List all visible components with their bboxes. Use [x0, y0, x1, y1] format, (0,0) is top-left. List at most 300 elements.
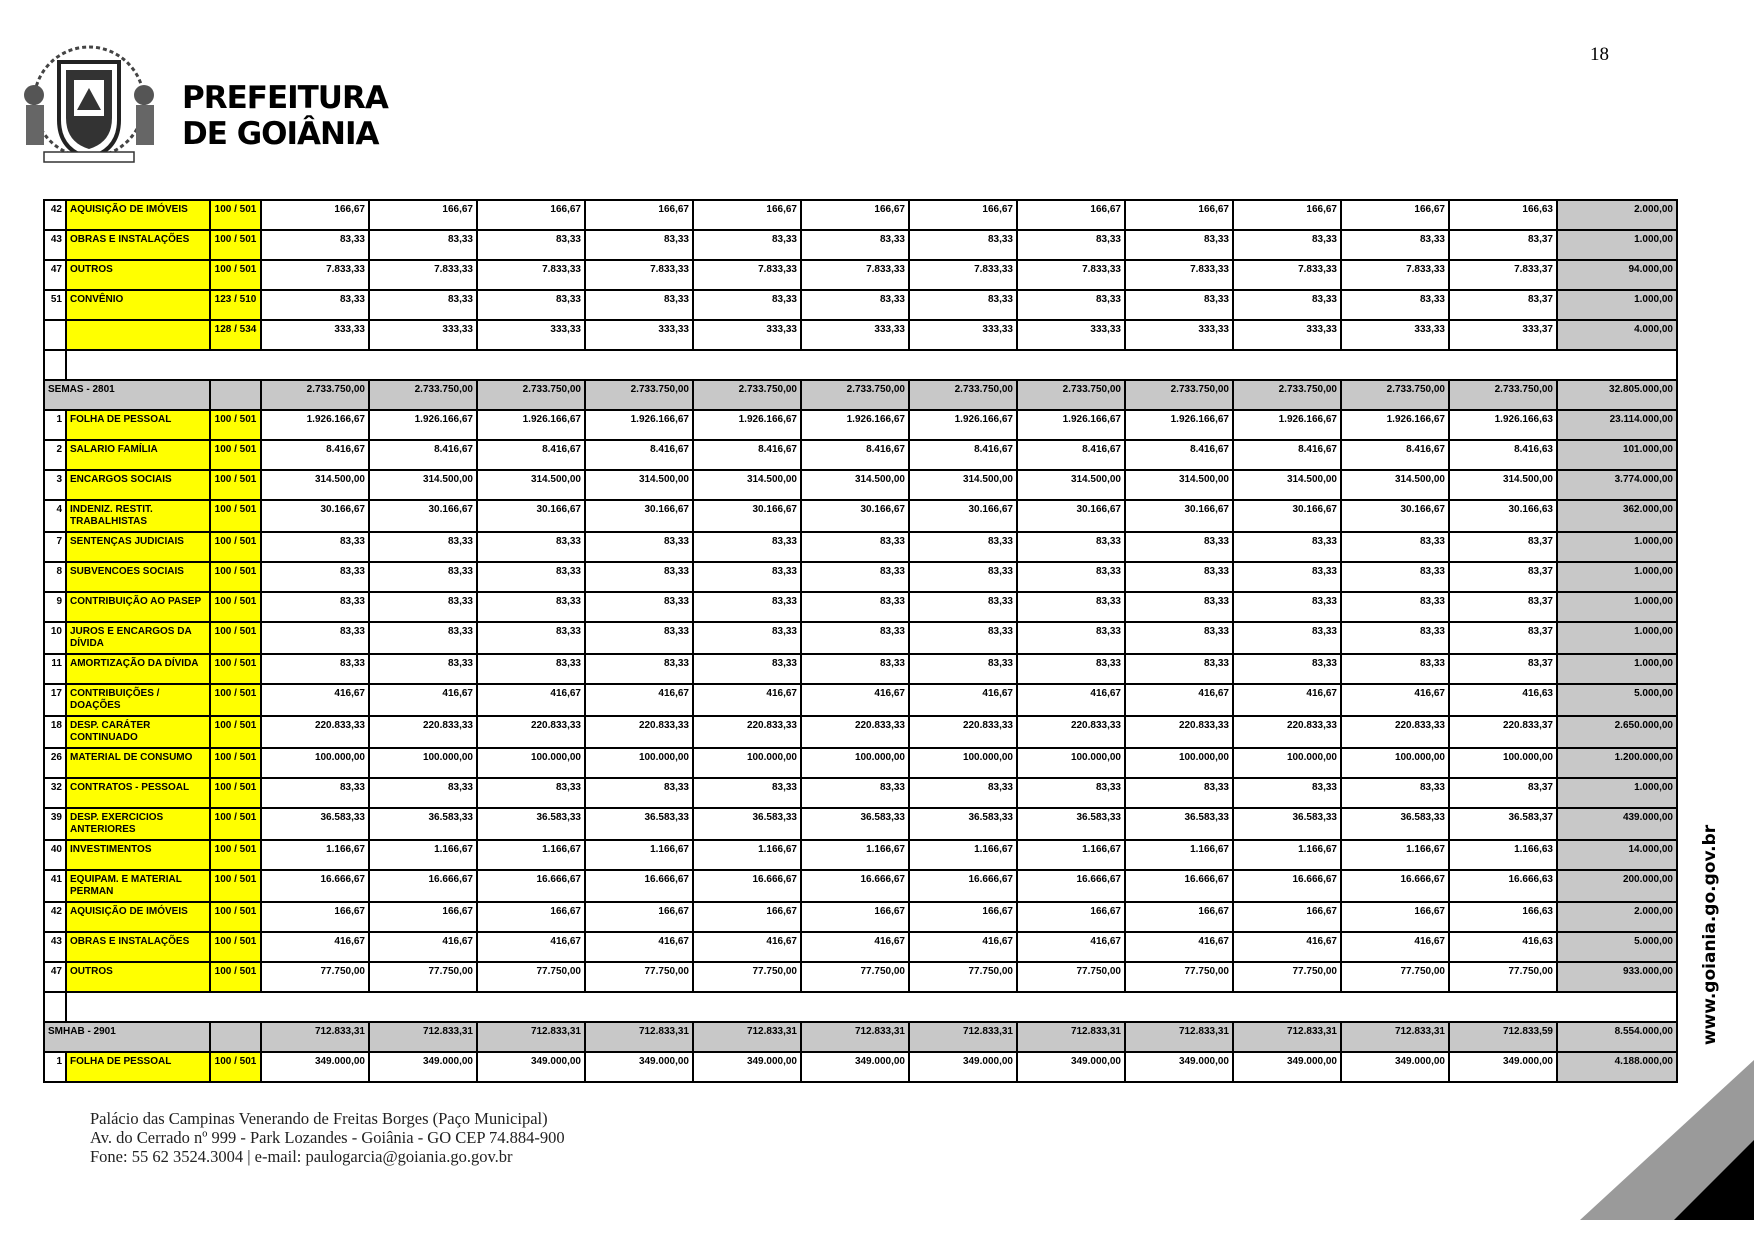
month-value: 166,67	[1233, 200, 1341, 230]
month-value: 8.416,67	[693, 440, 801, 470]
item-number: 32	[44, 778, 66, 808]
item-source: 100 / 501	[210, 840, 261, 870]
month-value: 83,33	[369, 290, 477, 320]
month-value: 30.166,67	[477, 500, 585, 532]
month-value: 333,33	[261, 320, 369, 350]
section-month-value: 2.733.750,00	[693, 380, 801, 410]
item-total: 4.188.000,00	[1557, 1052, 1677, 1082]
month-value: 8.416,67	[369, 440, 477, 470]
month-value: 83,33	[477, 654, 585, 684]
item-total: 5.000,00	[1557, 684, 1677, 716]
month-value: 1.926.166,67	[909, 410, 1017, 440]
month-value: 1.166,67	[477, 840, 585, 870]
month-value: 166,67	[369, 902, 477, 932]
month-value: 314.500,00	[1017, 470, 1125, 500]
month-value: 7.833,33	[1341, 260, 1449, 290]
month-value: 416,67	[1125, 932, 1233, 962]
section-month-value: 2.733.750,00	[585, 380, 693, 410]
month-value: 83,33	[1017, 592, 1125, 622]
month-value: 1.166,67	[1017, 840, 1125, 870]
section-total-row	[44, 380, 1677, 410]
table-row	[44, 440, 1677, 470]
month-value: 333,33	[369, 320, 477, 350]
month-value: 349.000,00	[1125, 1052, 1233, 1082]
month-value: 83,33	[369, 622, 477, 654]
month-value: 83,33	[1125, 622, 1233, 654]
month-value: 220.833,33	[801, 716, 909, 748]
item-description: FOLHA DE PESSOAL	[66, 410, 210, 440]
section-month-value: 2.733.750,00	[369, 380, 477, 410]
table-row	[44, 748, 1677, 778]
table-row	[44, 870, 1677, 902]
item-total: 1.000,00	[1557, 562, 1677, 592]
month-value: 416,63	[1449, 932, 1557, 962]
month-value: 16.666,67	[693, 870, 801, 902]
month-value: 220.833,33	[1233, 716, 1341, 748]
month-value: 166,67	[693, 200, 801, 230]
item-total: 933.000,00	[1557, 962, 1677, 992]
month-value: 83,33	[1017, 532, 1125, 562]
table-row	[44, 902, 1677, 932]
month-value: 77.750,00	[585, 962, 693, 992]
month-value: 83,33	[1233, 778, 1341, 808]
item-source: 100 / 501	[210, 470, 261, 500]
month-value: 349.000,00	[1341, 1052, 1449, 1082]
item-description: CONTRIBUIÇÕES / DOAÇÕES	[66, 684, 210, 716]
month-value: 220.833,33	[261, 716, 369, 748]
item-source: 128 / 534	[210, 320, 261, 350]
month-value: 416,67	[693, 684, 801, 716]
month-value: 36.583,33	[1125, 808, 1233, 840]
month-value: 83,33	[1233, 622, 1341, 654]
item-description	[66, 320, 210, 350]
month-value: 333,33	[801, 320, 909, 350]
month-value: 100.000,00	[477, 748, 585, 778]
month-value: 349.000,00	[369, 1052, 477, 1082]
item-total: 5.000,00	[1557, 932, 1677, 962]
month-value: 83,33	[1233, 230, 1341, 260]
month-value: 30.166,67	[261, 500, 369, 532]
month-value: 1.926.166,67	[693, 410, 801, 440]
month-value: 100.000,00	[585, 748, 693, 778]
spacer-cell	[66, 350, 1677, 380]
month-value: 7.833,33	[693, 260, 801, 290]
section-month-value: 712.833,31	[1017, 1022, 1125, 1052]
item-description: SENTENÇAS JUDICIAIS	[66, 532, 210, 562]
month-value: 7.833,33	[801, 260, 909, 290]
section-total: 8.554.000,00	[1557, 1022, 1677, 1052]
month-value: 314.500,00	[585, 470, 693, 500]
section-month-value: 2.733.750,00	[909, 380, 1017, 410]
month-value: 30.166,67	[1233, 500, 1341, 532]
item-number	[44, 320, 66, 350]
table-row	[44, 684, 1677, 716]
month-value: 83,33	[1125, 532, 1233, 562]
month-value: 1.166,67	[1233, 840, 1341, 870]
item-total: 200.000,00	[1557, 870, 1677, 902]
month-value: 83,33	[585, 290, 693, 320]
item-total: 94.000,00	[1557, 260, 1677, 290]
section-name: SEMAS - 2801	[44, 380, 210, 410]
month-value: 8.416,67	[1125, 440, 1233, 470]
month-value: 83,33	[909, 290, 1017, 320]
month-value: 83,33	[585, 230, 693, 260]
item-number: 4	[44, 500, 66, 532]
month-value: 100.000,00	[261, 748, 369, 778]
section-source	[210, 380, 261, 410]
month-value: 30.166,67	[801, 500, 909, 532]
org-name	[182, 80, 388, 152]
month-value: 8.416,67	[909, 440, 1017, 470]
table-row	[44, 1052, 1677, 1082]
item-total: 1.200.000,00	[1557, 748, 1677, 778]
month-value: 83,33	[1017, 230, 1125, 260]
month-value: 36.583,33	[369, 808, 477, 840]
spacer-row	[44, 350, 1677, 380]
section-month-value: 2.733.750,00	[1125, 380, 1233, 410]
month-value: 83,33	[369, 592, 477, 622]
month-value: 349.000,00	[1449, 1052, 1557, 1082]
month-value: 220.833,33	[1125, 716, 1233, 748]
month-value: 83,33	[1341, 592, 1449, 622]
month-value: 16.666,67	[477, 870, 585, 902]
month-value: 83,33	[801, 230, 909, 260]
item-source: 100 / 501	[210, 748, 261, 778]
site-url	[1690, 824, 1730, 1046]
month-value: 1.926.166,67	[261, 410, 369, 440]
month-value: 83,33	[801, 562, 909, 592]
month-value: 36.583,33	[585, 808, 693, 840]
item-number: 3	[44, 470, 66, 500]
month-value: 83,33	[1341, 230, 1449, 260]
month-value: 314.500,00	[909, 470, 1017, 500]
month-value: 77.750,00	[477, 962, 585, 992]
corner-decoration	[1580, 1060, 1754, 1220]
month-value: 16.666,63	[1449, 870, 1557, 902]
table-row	[44, 532, 1677, 562]
month-value: 83,33	[1125, 230, 1233, 260]
item-description: CONTRATOS - PESSOAL	[66, 778, 210, 808]
month-value: 83,37	[1449, 592, 1557, 622]
month-value: 83,33	[801, 290, 909, 320]
month-value: 220.833,33	[477, 716, 585, 748]
month-value: 7.833,33	[1233, 260, 1341, 290]
month-value: 166,67	[1125, 902, 1233, 932]
month-value: 416,67	[369, 932, 477, 962]
month-value: 83,33	[585, 622, 693, 654]
item-source: 100 / 501	[210, 592, 261, 622]
item-source: 100 / 501	[210, 902, 261, 932]
month-value: 83,33	[369, 778, 477, 808]
month-value: 100.000,00	[1449, 748, 1557, 778]
month-value: 8.416,67	[477, 440, 585, 470]
month-value: 166,67	[585, 200, 693, 230]
month-value: 416,63	[1449, 684, 1557, 716]
item-number: 7	[44, 532, 66, 562]
month-value: 83,37	[1449, 290, 1557, 320]
table-row	[44, 716, 1677, 748]
month-value: 1.926.166,67	[585, 410, 693, 440]
month-value: 83,33	[693, 532, 801, 562]
month-value: 83,33	[1125, 654, 1233, 684]
month-value: 166,67	[585, 902, 693, 932]
org-name-line1: PREFEITURA	[182, 80, 388, 116]
month-value: 77.750,00	[1125, 962, 1233, 992]
month-value: 83,33	[261, 532, 369, 562]
month-value: 7.833,33	[1125, 260, 1233, 290]
month-value: 349.000,00	[909, 1052, 1017, 1082]
month-value: 416,67	[801, 684, 909, 716]
footer-line-1: Palácio das Campinas Venerando de Freitas Borges (Paço Municipal)	[90, 1109, 548, 1128]
item-total: 1.000,00	[1557, 622, 1677, 654]
budget-table	[43, 199, 1678, 1083]
month-value: 83,33	[477, 622, 585, 654]
month-value: 314.500,00	[477, 470, 585, 500]
item-source: 100 / 501	[210, 870, 261, 902]
month-value: 83,33	[909, 562, 1017, 592]
table-row	[44, 500, 1677, 532]
month-value: 83,33	[909, 592, 1017, 622]
month-value: 83,33	[261, 622, 369, 654]
item-number: 10	[44, 622, 66, 654]
month-value: 416,67	[1341, 932, 1449, 962]
city-coat-of-arms-logo	[14, 40, 164, 170]
month-value: 83,33	[1341, 532, 1449, 562]
month-value: 1.926.166,67	[1125, 410, 1233, 440]
month-value: 16.666,67	[1017, 870, 1125, 902]
month-value: 16.666,67	[1341, 870, 1449, 902]
month-value: 83,33	[693, 592, 801, 622]
month-value: 220.833,33	[369, 716, 477, 748]
month-value: 36.583,33	[801, 808, 909, 840]
month-value: 83,33	[585, 562, 693, 592]
month-value: 83,33	[909, 622, 1017, 654]
month-value: 220.833,33	[1017, 716, 1125, 748]
section-month-value: 2.733.750,00	[261, 380, 369, 410]
spacer-cell-left	[44, 992, 66, 1022]
month-value: 314.500,00	[261, 470, 369, 500]
table-row	[44, 320, 1677, 350]
month-value: 83,33	[261, 778, 369, 808]
month-value: 166,67	[261, 200, 369, 230]
month-value: 1.926.166,67	[477, 410, 585, 440]
footer	[90, 1109, 565, 1166]
item-description: OUTROS	[66, 260, 210, 290]
section-month-value: 712.833,31	[801, 1022, 909, 1052]
month-value: 83,33	[1341, 654, 1449, 684]
section-month-value: 712.833,31	[369, 1022, 477, 1052]
month-value: 16.666,67	[1233, 870, 1341, 902]
month-value: 77.750,00	[1233, 962, 1341, 992]
month-value: 166,67	[1341, 902, 1449, 932]
month-value: 83,33	[1233, 592, 1341, 622]
month-value: 77.750,00	[261, 962, 369, 992]
item-source: 100 / 501	[210, 716, 261, 748]
item-description: AQUISIÇÃO DE IMÓVEIS	[66, 902, 210, 932]
item-description: AQUISIÇÃO DE IMÓVEIS	[66, 200, 210, 230]
month-value: 349.000,00	[261, 1052, 369, 1082]
section-month-value: 712.833,31	[1341, 1022, 1449, 1052]
month-value: 77.750,00	[693, 962, 801, 992]
item-number: 43	[44, 230, 66, 260]
item-total: 1.000,00	[1557, 654, 1677, 684]
month-value: 36.583,33	[693, 808, 801, 840]
item-description: DESP. EXERCICIOS ANTERIORES	[66, 808, 210, 840]
item-number: 1	[44, 410, 66, 440]
month-value: 83,33	[1233, 654, 1341, 684]
month-value: 30.166,67	[369, 500, 477, 532]
item-description: INDENIZ. RESTIT. TRABALHISTAS	[66, 500, 210, 532]
item-source: 100 / 501	[210, 500, 261, 532]
month-value: 166,67	[801, 902, 909, 932]
item-number: 51	[44, 290, 66, 320]
month-value: 83,33	[1125, 778, 1233, 808]
month-value: 100.000,00	[1017, 748, 1125, 778]
item-description: SALARIO FAMÍLIA	[66, 440, 210, 470]
item-source: 123 / 510	[210, 290, 261, 320]
table-row	[44, 778, 1677, 808]
month-value: 1.166,67	[801, 840, 909, 870]
month-value: 1.166,67	[585, 840, 693, 870]
month-value: 83,33	[261, 562, 369, 592]
month-value: 166,67	[477, 200, 585, 230]
month-value: 83,33	[801, 532, 909, 562]
month-value: 8.416,67	[1017, 440, 1125, 470]
month-value: 83,33	[585, 778, 693, 808]
month-value: 314.500,00	[369, 470, 477, 500]
month-value: 333,33	[477, 320, 585, 350]
month-value: 100.000,00	[369, 748, 477, 778]
month-value: 100.000,00	[693, 748, 801, 778]
section-month-value: 712.833,31	[693, 1022, 801, 1052]
item-number: 39	[44, 808, 66, 840]
item-number: 41	[44, 870, 66, 902]
month-value: 8.416,67	[261, 440, 369, 470]
month-value: 333,33	[1233, 320, 1341, 350]
month-value: 314.500,00	[1125, 470, 1233, 500]
month-value: 314.500,00	[801, 470, 909, 500]
month-value: 83,33	[1125, 562, 1233, 592]
month-value: 416,67	[801, 932, 909, 962]
month-value: 7.833,33	[261, 260, 369, 290]
footer-line-2: Av. do Cerrado nº 999 - Park Lozandes - Goiânia - GO CEP 74.884-900	[90, 1128, 565, 1147]
month-value: 77.750,00	[909, 962, 1017, 992]
month-value: 314.500,00	[1341, 470, 1449, 500]
item-description: FOLHA DE PESSOAL	[66, 1052, 210, 1082]
month-value: 416,67	[693, 932, 801, 962]
item-number: 42	[44, 200, 66, 230]
table-row	[44, 470, 1677, 500]
item-description: MATERIAL DE CONSUMO	[66, 748, 210, 778]
month-value: 349.000,00	[477, 1052, 585, 1082]
section-month-value: 712.833,31	[1233, 1022, 1341, 1052]
month-value: 83,33	[477, 778, 585, 808]
site-url-text: www.goiania.go.gov.br	[1700, 824, 1720, 1046]
month-value: 416,67	[1017, 932, 1125, 962]
month-value: 416,67	[585, 684, 693, 716]
month-value: 100.000,00	[1341, 748, 1449, 778]
month-value: 83,33	[693, 778, 801, 808]
org-name-line2: DE GOIÂNIA	[182, 116, 379, 152]
month-value: 83,33	[1017, 290, 1125, 320]
month-value: 416,67	[1233, 684, 1341, 716]
month-value: 166,63	[1449, 902, 1557, 932]
month-value: 83,33	[477, 592, 585, 622]
item-source: 100 / 501	[210, 622, 261, 654]
month-value: 349.000,00	[801, 1052, 909, 1082]
month-value: 83,33	[369, 230, 477, 260]
item-number: 43	[44, 932, 66, 962]
month-value: 166,67	[801, 200, 909, 230]
month-value: 83,37	[1449, 532, 1557, 562]
month-value: 1.166,67	[261, 840, 369, 870]
month-value: 416,67	[477, 684, 585, 716]
month-value: 83,33	[693, 622, 801, 654]
month-value: 1.166,67	[1341, 840, 1449, 870]
month-value: 77.750,00	[1449, 962, 1557, 992]
month-value: 83,33	[477, 290, 585, 320]
item-number: 40	[44, 840, 66, 870]
month-value: 166,63	[1449, 200, 1557, 230]
spacer-cell-left	[44, 350, 66, 380]
item-number: 11	[44, 654, 66, 684]
table-row	[44, 230, 1677, 260]
month-value: 77.750,00	[801, 962, 909, 992]
month-value: 7.833,33	[909, 260, 1017, 290]
month-value: 416,67	[369, 684, 477, 716]
month-value: 220.833,33	[693, 716, 801, 748]
item-source: 100 / 501	[210, 962, 261, 992]
month-value: 416,67	[909, 932, 1017, 962]
month-value: 7.833,33	[585, 260, 693, 290]
month-value: 333,33	[1125, 320, 1233, 350]
table-row	[44, 260, 1677, 290]
month-value: 333,37	[1449, 320, 1557, 350]
section-month-value: 2.733.750,00	[1017, 380, 1125, 410]
page-number: 18	[1590, 44, 1609, 65]
item-total: 3.774.000,00	[1557, 470, 1677, 500]
item-number: 18	[44, 716, 66, 748]
month-value: 83,33	[585, 532, 693, 562]
item-source: 100 / 501	[210, 1052, 261, 1082]
month-value: 7.833,33	[1017, 260, 1125, 290]
item-description: DESP. CARÁTER CONTINUADO	[66, 716, 210, 748]
month-value: 16.666,67	[261, 870, 369, 902]
month-value: 77.750,00	[369, 962, 477, 992]
month-value: 7.833,37	[1449, 260, 1557, 290]
table-row	[44, 562, 1677, 592]
month-value: 36.583,37	[1449, 808, 1557, 840]
section-total-row	[44, 1022, 1677, 1052]
month-value: 83,33	[1017, 622, 1125, 654]
month-value: 1.166,67	[693, 840, 801, 870]
month-value: 166,67	[909, 902, 1017, 932]
month-value: 8.416,67	[1341, 440, 1449, 470]
month-value: 8.416,63	[1449, 440, 1557, 470]
table-row	[44, 290, 1677, 320]
month-value: 416,67	[261, 932, 369, 962]
month-value: 83,33	[585, 592, 693, 622]
section-name: SMHAB - 2901	[44, 1022, 210, 1052]
month-value: 166,67	[369, 200, 477, 230]
month-value: 83,33	[369, 532, 477, 562]
month-value: 333,33	[1017, 320, 1125, 350]
item-source: 100 / 501	[210, 440, 261, 470]
item-source: 100 / 501	[210, 654, 261, 684]
month-value: 83,33	[1233, 532, 1341, 562]
item-source: 100 / 501	[210, 778, 261, 808]
item-description: OUTROS	[66, 962, 210, 992]
